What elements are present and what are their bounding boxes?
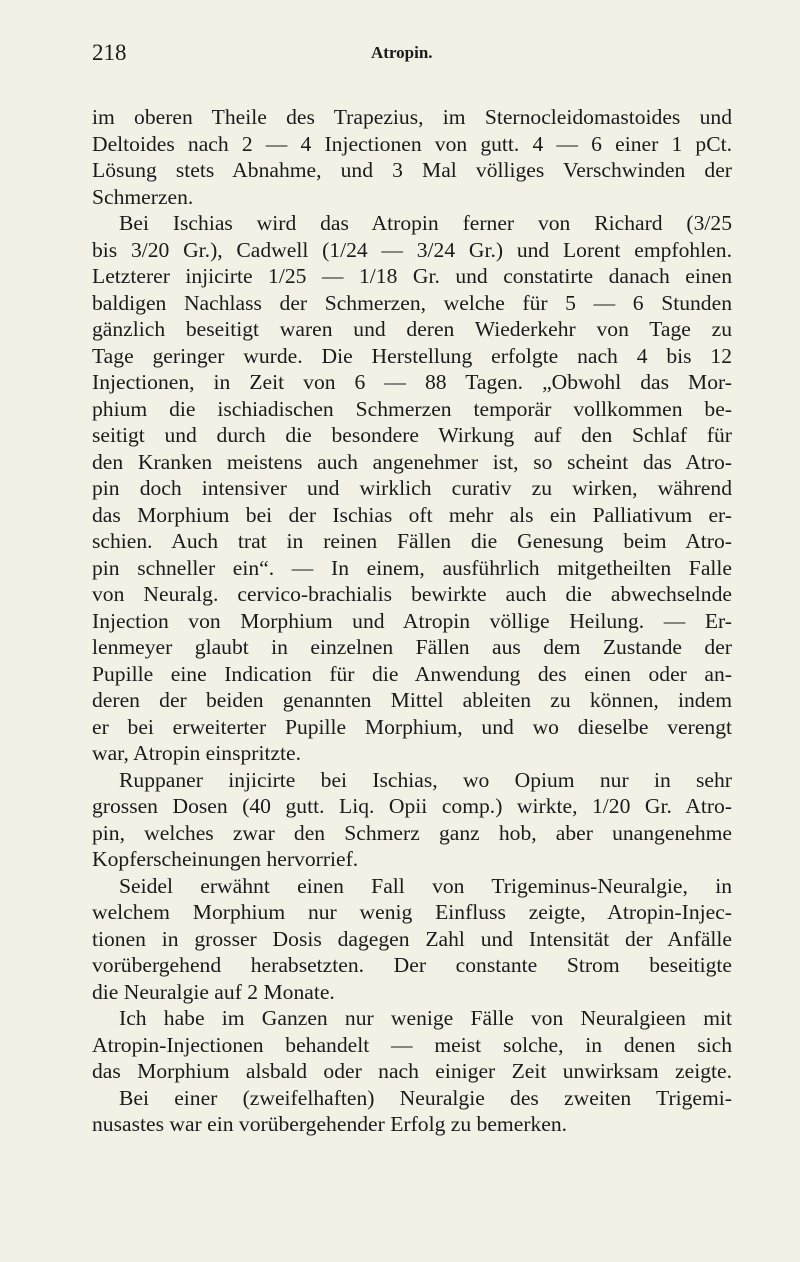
text-line: Bei einer (zweifelhaften) Neuralgie des zweiten Trigemi- [119,1085,732,1110]
page-number: 218 [92,40,127,65]
text-line: Ich habe im Ganzen nur wenige Fälle von Neuralgieen mit [119,1006,732,1030]
text-line: er bei erweiterter Pupille Morphium, und wo dieselbe verengt [92,714,732,739]
text-line: Schmerzen. [92,184,194,209]
text-line: grossen Dosen (40 gutt. Liq. Opii comp.) wirkte, 1/20 Gr. Atro- [92,794,732,818]
text-line: das Morphium alsbald oder nach einiger Zeit unwirksam zeigte. [92,1059,732,1083]
text-line: Atropin-Injectionen behandelt — meist solche, in denen sich [92,1032,732,1057]
running-head: Atropin. [371,43,433,62]
text-line: deren der beiden genannten Mittel ableiten zu können, indem [92,688,732,712]
text-line: Injection von Morphium und Atropin völlige Heilung. — Er- [92,608,732,633]
text-line: den Kranken meistens auch angenehmer ist, so scheint das Atro- [92,449,732,474]
text-line: nusastes war ein vorübergehender Erfolg zu bemerken. [92,1112,568,1136]
text-line: pin schneller ein“. — In einem, ausführlich mitgetheilten Falle [92,555,732,580]
text-line: die Neuralgie auf 2 Monate. [92,979,335,1004]
text-line: Pupille eine Indication für die Anwendung des einen oder an- [92,661,732,686]
text-line: lenmeyer glaubt in einzelnen Fällen aus dem Zustande der [92,635,732,659]
text-line: Ruppaner injicirte bei Ischias, wo Opium nur in sehr [119,767,732,792]
text-line: Injectionen, in Zeit von 6 — 88 Tagen. „Obwohl das Mor- [92,370,732,394]
text-line: pin doch intensiver und wirklich curativ zu wirken, während [92,476,732,500]
text-line: pin, welches zwar den Schmerz ganz hob, aber unangenehme [92,820,732,845]
text-line: welchem Morphium nur wenig Einfluss zeigte, Atropin-Injec- [92,900,732,924]
text-line: schien. Auch trat in reinen Fällen die Genesung beim Atro- [92,529,732,553]
text-line: im oberen Theile des Trapezius, im Sternocleidomastoides und [92,105,732,129]
text-line: das Morphium bei der Ischias oft mehr als ein Palliativum er- [92,502,732,527]
text-line: war, Atropin einspritzte. [92,741,302,765]
text-line: gänzlich beseitigt waren und deren Wiederkehr von Tage zu [92,317,732,341]
text-line: Lösung stets Abnahme, und 3 Mal völliges Verschwinden der [92,158,732,182]
text-line: Deltoides nach 2 — 4 Injectionen von gutt. 4 — 6 einer 1 pCt. [92,131,732,156]
text-line: Letzterer injicirte 1/25 — 1/18 Gr. und constatirte danach einen [92,264,732,288]
text-line: bis 3/20 Gr.), Cadwell (1/24 — 3/24 Gr.) und Lorent empfohlen. [92,237,732,262]
text-line: Tage geringer wurde. Die Herstellung erfolgte nach 4 bis 12 [92,343,732,368]
body-text [92,104,732,1138]
text-line: tionen in grosser Dosis dagegen Zahl und Intensität der Anfälle [92,926,732,951]
text-line: Kopferscheinungen hervorrief. [92,847,359,871]
text-line: phium die ischiadischen Schmerzen temporär vollkommen be- [92,396,732,421]
text-line: von Neuralg. cervico-brachialis bewirkte auch die abwechselnde [92,582,732,606]
text-line: Bei Ischias wird das Atropin ferner von Richard (3/25 [119,211,732,235]
text-line: Seidel erwähnt einen Fall von Trigeminus-Neuralgie, in [119,873,732,898]
text-line: seitigt und durch die besondere Wirkung auf den Schlaf für [92,423,732,447]
text-line: vorübergehend herabsetzten. Der constante Strom beseitigte [92,953,732,977]
text-line: baldigen Nachlass der Schmerzen, welche für 5 — 6 Stunden [92,290,732,315]
